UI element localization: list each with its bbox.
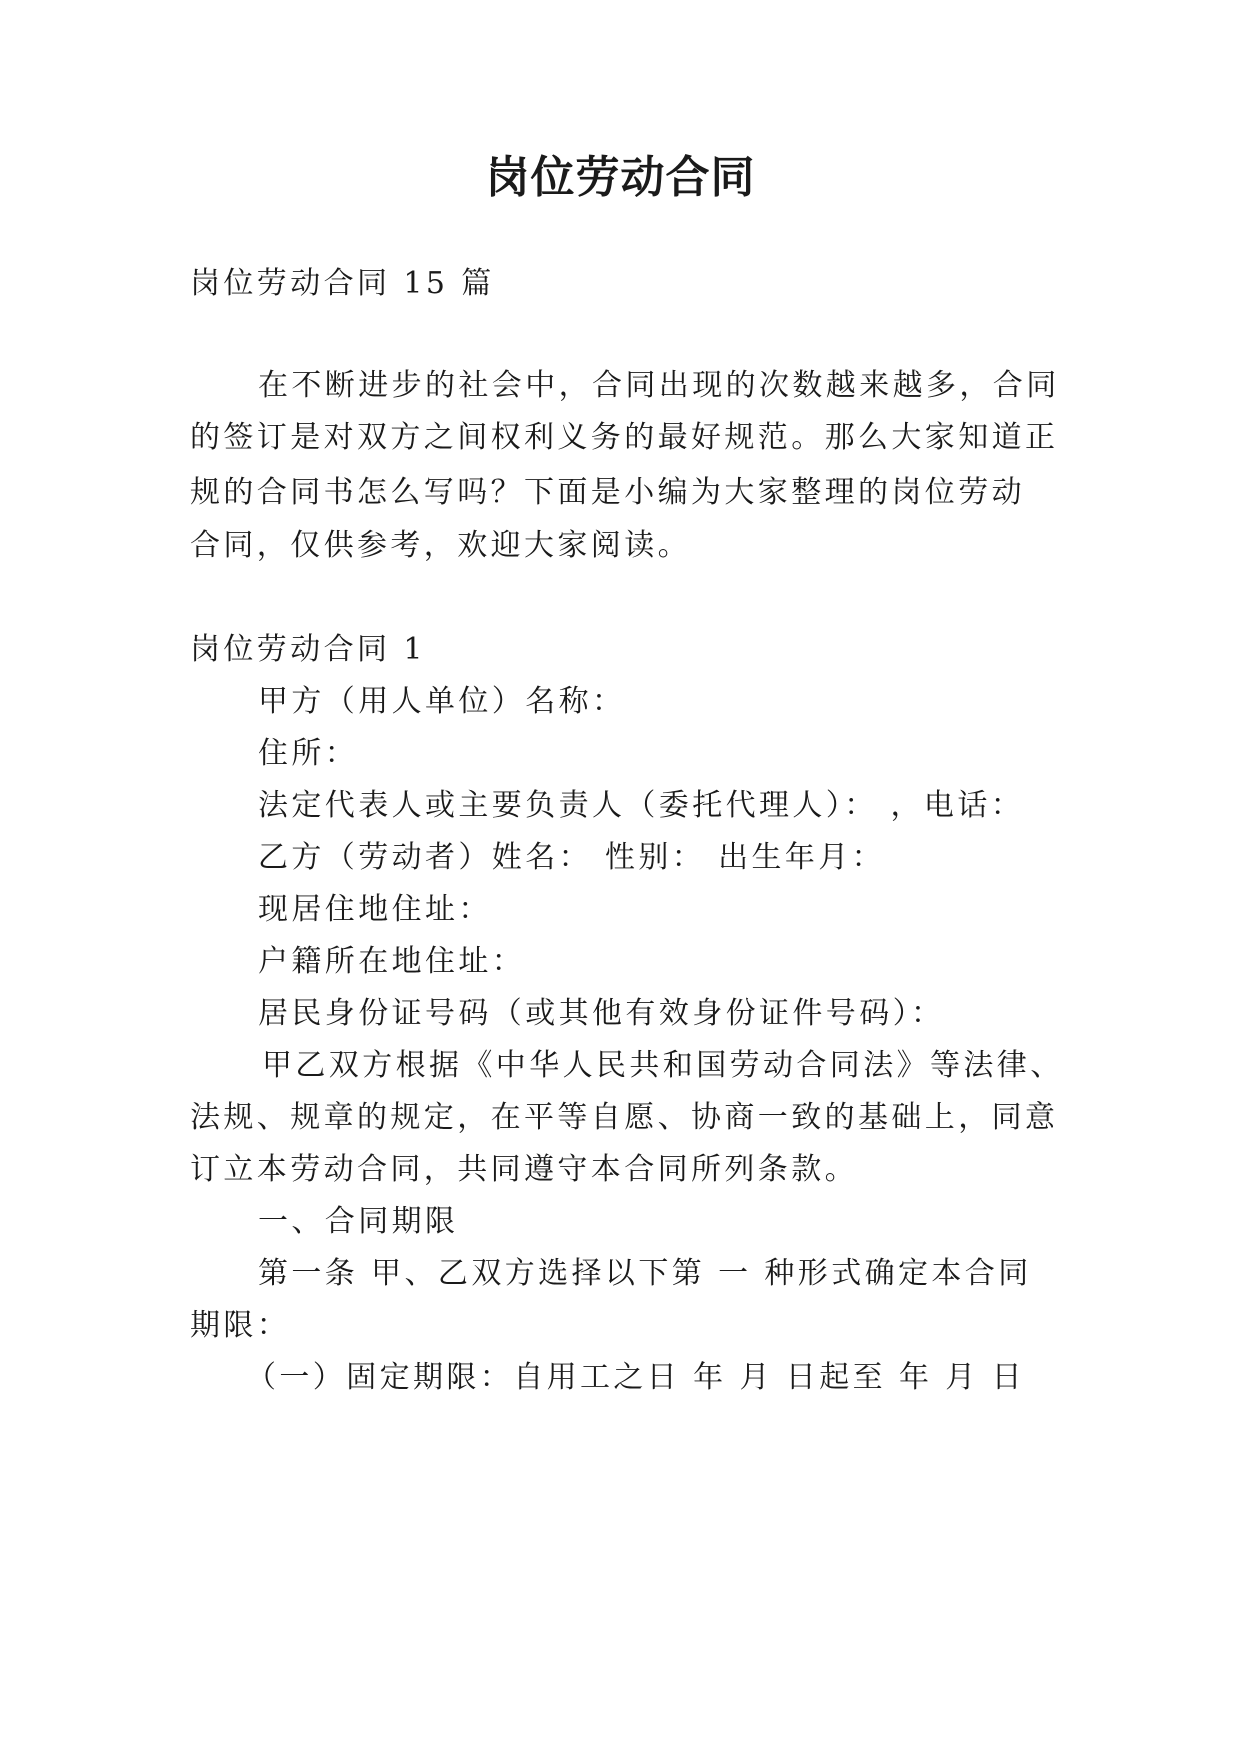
party-line-1: 甲方（用人单位）名称： xyxy=(258,684,626,719)
agreement-line-1: 甲乙双方根据《中华人民共和国劳动合同法》等法律、 xyxy=(262,1048,1064,1083)
party-line-4: 乙方（劳动者）姓名： 性别： 出生年月： xyxy=(258,840,886,875)
article-line-1: 第一条 甲、乙双方选择以下第 一 种形式确定本合同 xyxy=(258,1256,1032,1291)
agreement-line-3: 订立本劳动合同，共同遵守本合同所列条款。 xyxy=(190,1152,858,1187)
intro-line-2: 的签订是对双方之间权利义务的最好规范。那么大家知道正 xyxy=(190,420,1059,455)
intro-line-1: 在不断进步的社会中，合同出现的次数越来越多，合同 xyxy=(258,368,1060,403)
chapter-heading: 一、合同期限 xyxy=(258,1204,459,1239)
agreement-line-2: 法规、规章的规定，在平等自愿、协商一致的基础上，同意 xyxy=(190,1100,1059,1135)
party-line-7: 居民身份证号码（或其他有效身份证件号码）： xyxy=(258,996,945,1031)
document-title: 岗位劳动合同 xyxy=(485,152,756,203)
intro-line-3: 规的合同书怎么写吗？下面是小编为大家整理的岗位劳动 xyxy=(190,475,1025,510)
clause-line: （一）固定期限：自用工之日 年 月 日起至 年 月 日 xyxy=(246,1360,1026,1395)
section-heading: 岗位劳动合同 1 xyxy=(190,632,426,667)
article-line-2: 期限： xyxy=(190,1308,291,1343)
party-line-2: 住所： xyxy=(258,736,359,771)
party-line-5: 现居住地住址： xyxy=(258,892,492,927)
document-subtitle: 岗位劳动合同 15 篇 xyxy=(190,266,495,301)
party-line-6: 户籍所在地住址： xyxy=(258,944,526,979)
intro-line-4: 合同，仅供参考，欢迎大家阅读。 xyxy=(190,528,691,563)
party-line-3: 法定代表人或主要负责人（委托代理人）： ，电话： xyxy=(258,788,1025,823)
